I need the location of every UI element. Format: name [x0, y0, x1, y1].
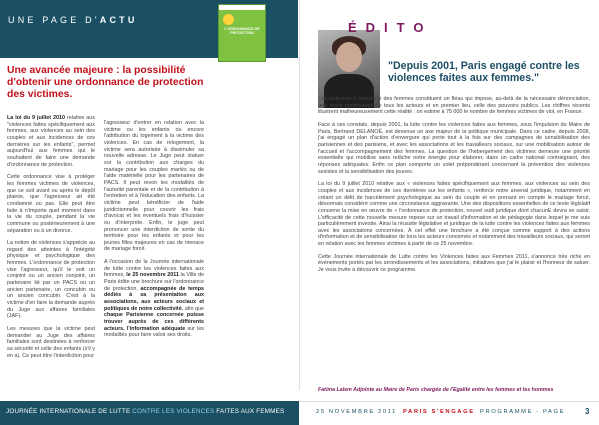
edito-signature: Fatima Lalem Adjointe au Maire de Paris chargée de l'Egalité entre les femmes et les hommes [318, 387, 554, 393]
article-headline: Une avancée majeure : la possibilité d'obtenir une ordonnance de protection des victimes. [7, 65, 204, 100]
paragraph: Cette Journée internationale de Lutte contre les Violences faites aux Femmes 2011, s'annonce très riche en événements portés par les arrondissements et les associations, initiatives que j'ai le plaisir et l'honneur de saluer. Je vous invite à découvrir ce programme. [318, 253, 590, 274]
thumbnail-heading: L'ORDONNANCE DE PROTECTION [224, 27, 260, 36]
article-column-2 [104, 120, 204, 345]
edito-body [318, 96, 590, 280]
paragraph: Face à ces constats, depuis 2001, la lutte contre les violences faites aux femmes, sous l'impulsion du Maire de Paris, Bertrand DELANOË, est devenue un axe majeur de la politique municipale. Dans ce cadre, depuis 2008, j'ai engagé un plan d'action d'envergure qui porte tout à la fois sur des campagnes de sensibilisation des parisiennes et des parisiens, et avec les associations et les travailleurs sociaux, sur une mobilisation autour de l'accueil et l'accompagnement des femmes. La question de l'hébergement des victimes demeure une priorité essentielle qui mobilise sans relâche notre énergie pour élaborer, dans un cadre national contraignant, des réponses adéquates. Enfin ce plan comporte un volet prépondérant concernant la prévention des violences sexistes et la sensibilisation des jeunes. [318, 121, 590, 175]
paragraph: Cette ordonnance vise à protéger les femmes victimes de violences, que ce soit avant ou après le dépôt plainte, que l'agresseur ait été condamné ou pas. Elle peut être faite à n'importe quel moment dans la vie du couple, pendant la vie commune ou postérieurement à une séparation ou à un divorce. [7, 174, 95, 234]
thumbnail-emblem-icon [223, 14, 234, 25]
brochure-thumbnail [218, 4, 266, 62]
footer-programme-label: PROGRAMME - PAGE [480, 409, 566, 415]
footer-event-title: JOURNÉE INTERNATIONALE DE LUTTE CONTRE LES VIOLENCES FAITES AUX FEMMES [6, 408, 285, 415]
page-number: 3 [585, 407, 590, 416]
paragraph: l'agresseur d'entrer en relation avec la victime ou les enfants ou encore l'attribution du logement à la victime des violences. En cas de relogement, la victime sera autorisée à dissimuler sa nouvelle adresse. Le Juge peut statuer sur la contribution aux charges du mariage pour les couples mariés ou de l'aide matérielle pour les partenaires de PACS. Il peut revoir les modalités de l'autorité parentale et de la contribution à l'entretien et à l'éducation des enfants. La victime peut bénéficier de l'aide juridictionnelle pour couvrir les frais d'avocat et les éventuels frais d'huissier ou d'interprète. Enfin, le juge peut prononcer une interdiction de sortie du territoire pour les enfants et pour les jeunes filles majeures en cas de menace de mariage forcé. [104, 120, 204, 253]
section-title: UNE PAGE D'ACTU [8, 15, 138, 25]
paragraph: Les mesures que la victime peut demander au Juge des affaires familiales sont destinées à renforcer sa sécurité et celle des enfants (s'il y en a). Ce peut être l'interdiction pour [7, 326, 95, 359]
paragraph: Les violences à l'encontre des femmes constituent un fléau qui impose, au-delà de la nécessaire dénonciation, une réelle mobilisation de tous les acteurs et en premier lieu, celle des pouvoirs publics. Les chiffres récents illustrent malheureusement cette réalité : on estime à 75 000 le nombre de femmes victimes de viol, en France. [318, 96, 590, 116]
footer-date: 25 NOVEMBRE 2011 [316, 409, 397, 415]
edito-title: ÉDITO [348, 20, 433, 35]
article-column-1: La loi du 9 juillet 2010 relative aux "violences faites spécifiquement aux femmes, aux violences au sein des couples et aux incidences de ces dernières sur les enfants", permet aujourd'hui aux femmes qui le souhaitent de faire une demande d'ordonnance de protection. Cette ordonnance vise à protéger les femmes victimes de violences, que ce soit avant ou après le dépôt plainte, que l'agresseur ait été condamné ou pas. Elle peut être faite à n'importe quel moment dans la vie du couple, pendant la vie commune ou postérieurement à une séparation ou à un divorce. La notion de violences s'apprécie au regard des atteintes à l'intégrité physique et psychologique des femmes. L'ordonnance de protection vise l'agresseur, qu'il le soit un conjoint ou un ancien conjoint, un partenaire lié par un PACS ou un ancien partenaire, un concubin ou un ancien concubin. C'est à la victime d'en faire la demande auprès du Juge aux affaires familiales (JAF). Les mesures que la victime peut demander au Juge des affaires familiales sont destinées à renforcer sa sécurité et celle des enfants (s'il y en a). Ce peut être l'interdiction pour [7, 115, 95, 359]
paragraph: A l'occasion de la Journée internationale de lutte contre les violences faites aux femmes, le 25 novembre 2011 la Ville de Paris édite une brochure sur l'ordonnance de protection, accompagnée de temps dédiés à sa présentation aux associations, aux acteurs sociaux et politiques de notre collectivité, afin que chaque Parisienne concernée puisse trouver auprès de ces différents acteurs, l'information adéquate sur les modalités pour faire valoir ses droits. [104, 259, 205, 339]
thumbnail-header [219, 5, 265, 10]
edito-quote: "Depuis 2001, Paris engagé contre les violences faites aux femmes." [388, 60, 580, 84]
paragraph: La loi du 9 juillet 2010 relative aux « violences faites spécifiquement aux femmes, aux violences au sein des couples et aux incidences de ces dernières sur les enfants », renforce notre arsenal juridique, notamment en créant un délit de harcèlement psychologique au sein du couple et en prenant en compte le mariage forcé, désormais considéré comme une circonstance aggravante. Une des dispositions essentielles de ce texte législatif concerne la mise en œuvre de « l'ordonnance de protection, nouvel outil juridique dont chacunE devra se saisir. L'efficacité de cette nouvelle mesure repose sur un travail d'information et de pédagogie dans lequel je me suis particulièrement investie. Ainsi la réussite législative et juridique de la lutte contre les violences faites aux femmes avec les associations concernées. À cet effet une brochure a été conçue comme support à des actions d'information et de sensibilisation de tous les acteurs concernés et notamment des travailleurs sociaux, qui seront en relation avec les femmes victimes à partir de ce 25 novembre. [318, 181, 590, 248]
paragraph: La notion de violences s'apprécie au regard des atteintes à l'intégrité physique et psychologique des femmes. L'ordonnance de protection vise l'agresseur, qu'il le soit un conjoint ou un ancien conjoint, un partenaire lié par un PACS ou un ancien partenaire, un concubin ou un ancien concubin. C'est à la victime d'en faire la demande auprès du Juge aux affaires familiales (JAF). [7, 240, 95, 320]
page-divider [299, 0, 300, 390]
footer-slogan: PARIS S'ENGAGE [403, 409, 475, 415]
